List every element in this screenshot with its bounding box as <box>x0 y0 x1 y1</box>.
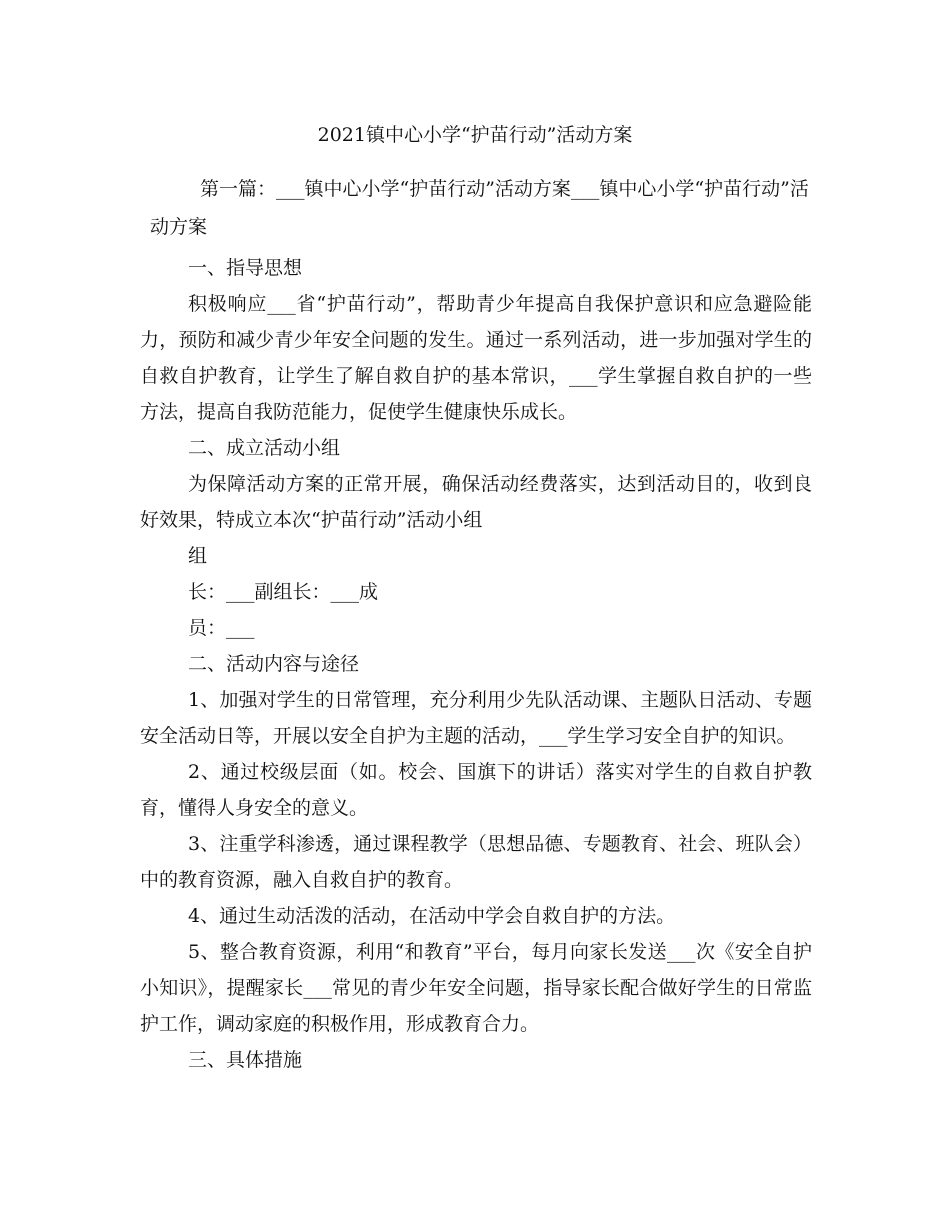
document-title: 2021镇中心小学“护苗行动”活动方案 <box>317 124 633 146</box>
document-subtitle: 第一篇：___镇中心小学“护苗行动”活动方案___镇中心小学“护苗行动”活动方案 <box>150 178 809 238</box>
list-item-5: 5、整合教育资源，利用“和教育”平台，每月向家长发送___次《安全自护小知识》，提醒家长___常见的青少年安全问题，指导家长配合做好学生的日常监护工作，调动家庭的积极作用，形成教育合力。 <box>140 941 812 1035</box>
group-line-2: 长：___副组长：___成 <box>188 581 379 603</box>
list-item-4: 4、通过生动活泼的活动，在活动中学会自救自护的方法。 <box>188 905 676 927</box>
document-body <box>140 250 812 1078</box>
group-line-1: 组 <box>188 545 208 567</box>
section-heading-measures: 三、具体措施 <box>188 1049 303 1071</box>
paragraph-guiding-thought: 积极响应___省“护苗行动”，帮助青少年提高自我保护意识和应急避险能力，预防和减少青少年安全问题的发生。通过一系列活动，进一步加强对学生的自救自护教育，让学生了解自救自护的基本常识，___学生掌握自救自护的一些方法，提高自我防范能力，促使学生健康快乐成长。 <box>140 293 812 423</box>
section-heading-activity-group: 二、成立活动小组 <box>188 437 341 459</box>
list-item-2: 2、通过校级层面（如。校会、国旗下的讲话）落实对学生的自救自护教育，懂得人身安全的意义。 <box>140 761 812 819</box>
paragraph-activity-group: 为保障活动方案的正常开展，确保活动经费落实，达到活动目的，收到良好效果，特成立本次“护苗行动”活动小组 <box>140 473 812 531</box>
group-line-3: 员：___ <box>188 617 255 639</box>
list-item-3: 3、注重学科渗透，通过课程教学（思想品德、专题教育、社会、班队会）中的教育资源，融入自救自护的教育。 <box>140 833 812 891</box>
section-heading-guiding-thought: 一、指导思想 <box>188 257 303 279</box>
section-heading-content-approach: 二、活动内容与途径 <box>188 653 360 675</box>
list-item-1: 1、加强对学生的日常管理，充分利用少先队活动课、主题队日活动、专题安全活动日等，开展以安全自护为主题的活动，___学生学习安全自护的知识。 <box>140 689 812 747</box>
